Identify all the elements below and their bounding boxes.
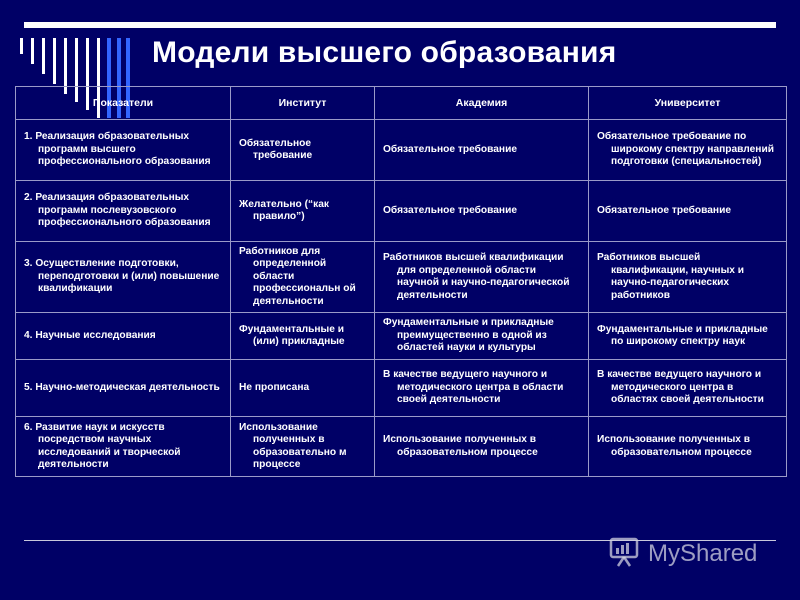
table-cell: 4. Научные исследования [16,313,231,360]
table-cell: Желательно (“как правило”) [231,181,375,242]
table-row [16,417,787,477]
table-cell: 5. Научно-методическая деятельность [16,360,231,417]
table-row [16,242,787,313]
header-indicators: Показатели [16,87,231,120]
table-cell: Использование полученных в образовательно м процессе [231,417,375,477]
top-rule [24,22,776,28]
table-cell: В качестве ведущего научного и методического центра в области своей деятельности [375,360,589,417]
table-cell: 2. Реализация образовательных программ послевузовского профессионального образования [16,181,231,242]
header-institute: Институт [231,87,375,120]
table-cell: 1. Реализация образовательных программ высшего профессионального образования [16,120,231,181]
models-table [15,86,787,477]
table-cell: Обязательное требование [231,120,375,181]
table-header-row [16,87,787,120]
table-cell: Обязательное требование [375,120,589,181]
table-cell: Фундаментальные и (или) прикладные [231,313,375,360]
table-row [16,313,787,360]
table-cell: Фундаментальные и прикладные по широкому спектру наук [589,313,787,360]
table-cell: 6. Развитие наук и искусств посредством научных исследований и творческой деятельности [16,417,231,477]
table-cell: Обязательное требование по широкому спектру направлений подготовки (специальностей) [589,120,787,181]
table-cell: Работников для определенной области профессиональн ой деятельности [231,242,375,313]
watermark-text: MyShared [648,540,758,567]
header-university: Университет [589,87,787,120]
table-cell: Обязательное требование [375,181,589,242]
presentation-board-icon [608,535,642,574]
table-cell: Работников высшей квалификации, научных и научно-педагогических работников [589,242,787,313]
table-cell: Фундаментальные и прикладные преимущественно в одной из областей науки и культуры [375,313,589,360]
slide-title: Модели высшего образования [152,36,617,69]
table-row [16,360,787,417]
table-row [16,181,787,242]
table-row [16,120,787,181]
watermark [608,536,757,572]
table-cell: Использование полученных в образовательном процессе [589,417,787,477]
table-cell: В качестве ведущего научного и методического центра в областях своей деятельности [589,360,787,417]
header-academy: Академия [375,87,589,120]
table-cell: Работников высшей квалификации для определенной области научной и научно-педагогической деятельности [375,242,589,313]
table-cell: 3. Осуществление подготовки, переподготовки и (или) повышение квалификации [16,242,231,313]
table-cell: Обязательное требование [589,181,787,242]
table-cell: Не прописана [231,360,375,417]
table-cell: Использование полученных в образовательном процессе [375,417,589,477]
